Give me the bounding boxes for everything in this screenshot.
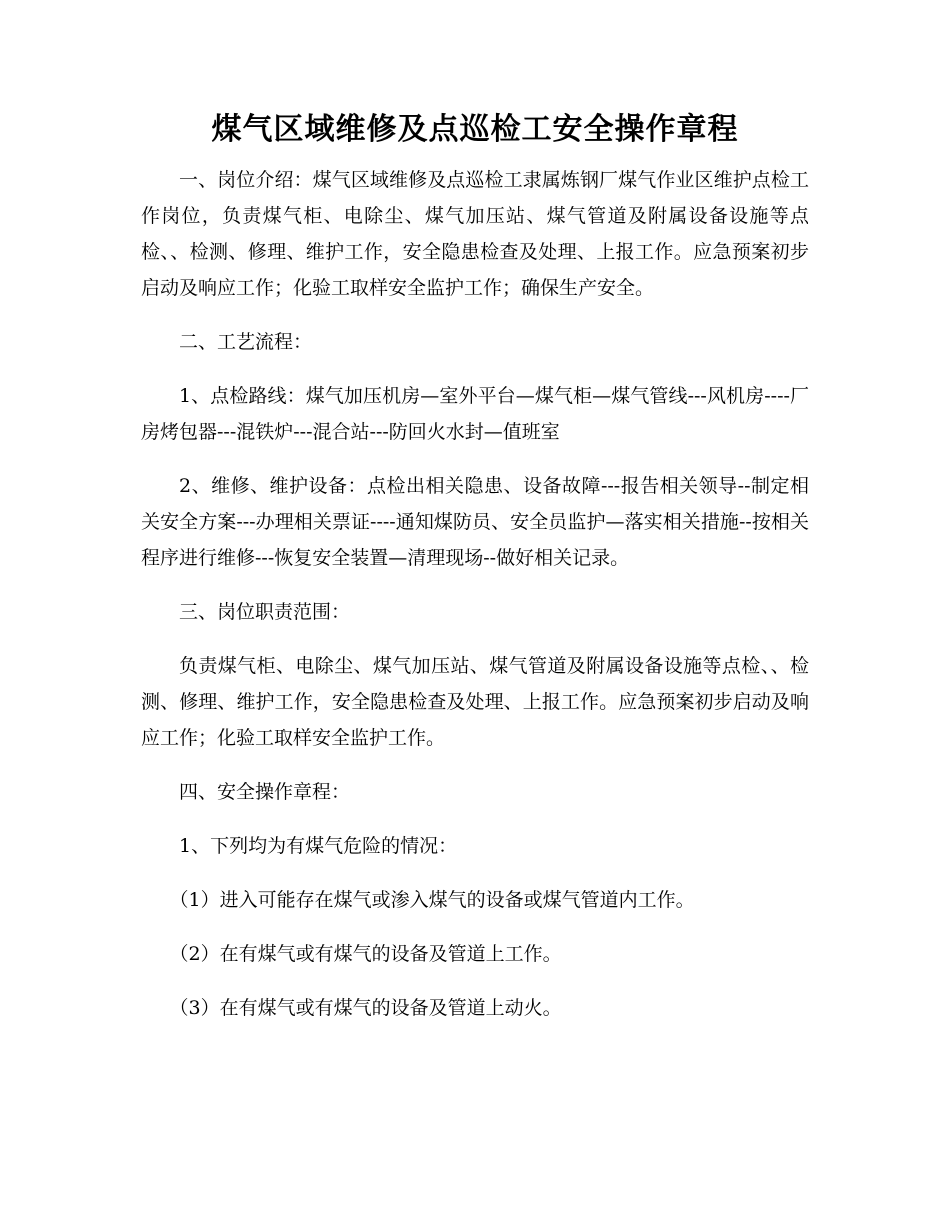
heading-safety-rules: 四、安全操作章程： bbox=[179, 781, 351, 803]
document-title: 煤气区域维修及点巡检工安全操作章程 bbox=[211, 112, 739, 147]
list-item-danger-2: （2）在有煤气或有煤气的设备及管道上工作。 bbox=[169, 943, 562, 965]
heading-process-flow: 二、工艺流程： bbox=[179, 331, 313, 353]
paragraph-maintenance-procedure: 2、维修、维护设备：点检出相关隐患、设备故障---报告相关领导--制定相关安全方案---办理相关票证----通知煤防员、安全员监护—落实相关措施--按相关程序进行维修---恢复安全装置—清理现场--做好相关记录。 bbox=[141, 475, 809, 569]
list-item-danger-3: （3）在有煤气或有煤气的设备及管道上动火。 bbox=[169, 997, 562, 1019]
paragraph-responsibilities: 负责煤气柜、电除尘、煤气加压站、煤气管道及附属设备设施等点检、、检测、修理、维护工作，安全隐患检查及处理、上报工作。应急预案初步启动及响应工作；化验工取样安全监护工作。 bbox=[141, 655, 809, 749]
document-body bbox=[141, 162, 809, 1044]
list-item-danger-1: （1）进入可能存在煤气或渗入煤气的设备或煤气管道内工作。 bbox=[169, 889, 695, 911]
paragraph-gas-danger-situations: 1、下列均为有煤气危险的情况： bbox=[179, 835, 458, 857]
paragraph-job-introduction: 一、岗位介绍：煤气区域维修及点巡检工隶属炼钢厂煤气作业区维护点检工作岗位，负责煤气柜、电除尘、煤气加压站、煤气管道及附属设备设施等点检、、检测、修理、维护工作，安全隐患检查及处理、上报工作。应急预案初步启动及响应工作；化验工取样安全监护工作；确保生产安全。 bbox=[141, 169, 809, 299]
heading-job-responsibilities: 三、岗位职责范围： bbox=[179, 601, 351, 623]
paragraph-inspection-route: 1、点检路线：煤气加压机房—室外平台—煤气柜—煤气管线---风机房----厂房烤包器---混铁炉---混合站---防回火水封—值班室 bbox=[141, 385, 809, 443]
